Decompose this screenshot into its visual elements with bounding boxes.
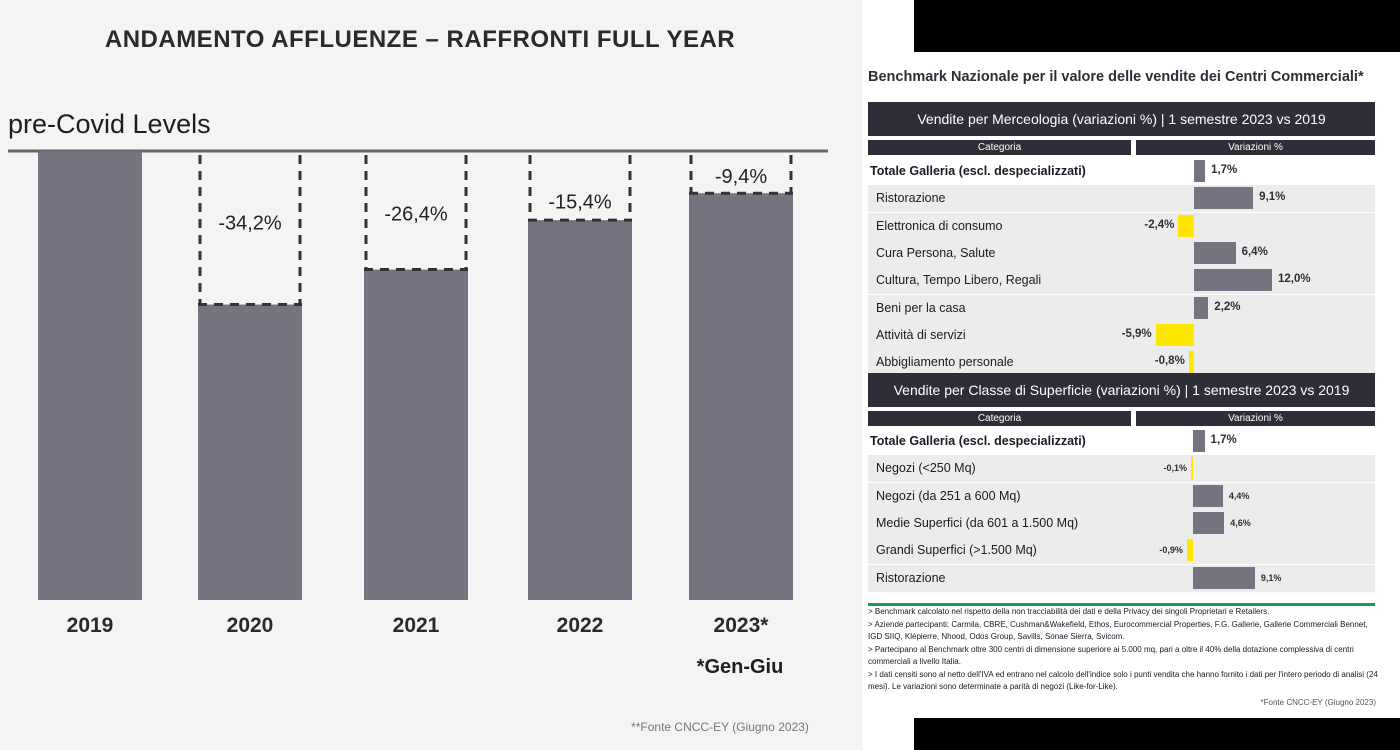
table-row xyxy=(868,267,1375,294)
table-row xyxy=(868,510,1375,537)
notes xyxy=(868,606,1378,694)
variation-value: 4,6% xyxy=(1230,517,1251,528)
variation-value: -0,1% xyxy=(1163,463,1187,474)
table-row xyxy=(868,322,1375,349)
row-label: Negozi (<250 Mq) xyxy=(876,461,976,476)
variation-value: 6,4% xyxy=(1241,245,1268,258)
table2-title: Vendite per Classe di Superficie (variazioni %) | 1 semestre 2023 vs 2019 xyxy=(868,373,1375,407)
left-source: **Fonte CNCC-EY (Giugno 2023) xyxy=(631,720,809,734)
variation-value: -0,9% xyxy=(1159,545,1183,556)
row-label: Abbigliamento personale xyxy=(876,355,1014,370)
variation-bar xyxy=(1194,160,1205,182)
variation-bar xyxy=(1194,297,1208,319)
table-row xyxy=(868,213,1375,240)
note-4: > I dati censiti sono al netto dell'IVA ed entrano nel calcolo dell'indice solo i punti vendita che hanno fornito i dati per l'intero periodo di analisi (24 mesi). Le variazioni sono determinate a parità di negozi (Like-for-Like). xyxy=(868,669,1378,691)
row-label: Elettronica di consumo xyxy=(876,218,1003,233)
bar-2021 xyxy=(364,270,468,600)
variation-value: -0,8% xyxy=(1154,355,1185,368)
right-source: *Fonte CNCC-EY (Giugno 2023) xyxy=(1260,698,1376,707)
variation-bar xyxy=(1156,324,1194,346)
table-row xyxy=(868,565,1375,592)
variation-value: 9,1% xyxy=(1259,191,1286,204)
variation-value: 1,7% xyxy=(1211,164,1238,176)
black-band-bottom xyxy=(914,718,1400,750)
data-label: -15,4% xyxy=(548,191,612,214)
table2-header-category: Categoria xyxy=(868,411,1131,426)
variation-value: -5,9% xyxy=(1121,327,1152,340)
x-tick-label: 2021 xyxy=(392,614,440,637)
table-row xyxy=(868,185,1375,212)
variation-bar xyxy=(1194,269,1272,291)
x-tick-label: 2020 xyxy=(226,614,274,637)
variation-bar xyxy=(1187,539,1193,561)
row-label: Medie Superfici (da 601 a 1.500 Mq) xyxy=(876,515,1079,530)
table1-header-variation: Variazioni % xyxy=(1136,140,1375,155)
variation-value: 1,7% xyxy=(1210,434,1237,446)
row-label: Cultura, Tempo Libero, Regali xyxy=(876,273,1042,288)
variation-bar xyxy=(1193,430,1205,452)
variation-bar xyxy=(1189,351,1194,373)
row-label: Beni per la casa xyxy=(876,300,966,315)
table-row xyxy=(868,537,1375,564)
row-label: Ristorazione xyxy=(876,191,946,206)
table-row xyxy=(868,158,1375,185)
row-label: Totale Galleria (escl. despecializzati) xyxy=(870,164,1086,178)
x-tick-label: 2019 xyxy=(66,614,114,637)
note-1: > Benchmark calcolato nel rispetto della non tracciabilità dei dati e della Privacy dei singoli Proprietari e Retailers. xyxy=(868,607,1270,616)
row-label: Totale Galleria (escl. despecializzati) xyxy=(870,434,1086,448)
data-label: -34,2% xyxy=(218,212,282,235)
benchmark-panel xyxy=(862,52,1400,718)
variation-bar xyxy=(1194,187,1253,209)
variation-bar xyxy=(1193,485,1223,507)
note-3: > Partecipano al Benchmark oltre 300 centri di dimensione superiore ai 5.000 mq, pari a oltre il 40% della dotazione complessiva di centri commerciali a livello Italia. xyxy=(868,644,1354,666)
chart-title: ANDAMENTO AFFLUENZE – RAFFRONTI FULL YEAR xyxy=(104,26,736,53)
benchmark-title: Benchmark Nazionale per il valore delle vendite dei Centri Commerciali* xyxy=(868,69,1364,85)
variation-bar xyxy=(1193,512,1224,534)
table1-title: Vendite per Merceologia (variazioni %) | 1 semestre 2023 vs 2019 xyxy=(868,102,1375,136)
data-label: -26,4% xyxy=(384,203,448,226)
row-label: Grandi Superfici (>1.500 Mq) xyxy=(876,543,1037,558)
variation-bar xyxy=(1194,242,1236,264)
note-2: > Aziende partecipanti: Carmila, CBRE, Cushman&Wakefield, Ethos, Eurocommercial Properties, F.G. Gallerie, Gallerie Commerciali Bennet, IGD SIIQ, Klépierre, Nhood, Odos Group, Savills, Sonae Sierra, Svicom. xyxy=(868,619,1368,641)
variation-bar xyxy=(1191,457,1193,479)
table-row xyxy=(868,428,1375,455)
variation-value: 4,4% xyxy=(1228,490,1250,501)
table1-header-category: Categoria xyxy=(868,140,1131,155)
table-row xyxy=(868,295,1375,322)
bar-2020 xyxy=(198,305,302,600)
data-label: -9,4% xyxy=(714,166,768,189)
bar-2022 xyxy=(528,220,632,600)
row-label: Attività di servizi xyxy=(876,327,966,342)
row-label: Cura Persona, Salute xyxy=(876,245,996,260)
table-row xyxy=(868,240,1375,267)
variation-bar xyxy=(1178,215,1194,237)
bar-2019 xyxy=(38,151,142,600)
x-tick-label: 2023* xyxy=(713,614,769,637)
table-row xyxy=(868,455,1375,482)
variation-value: -2,4% xyxy=(1144,218,1175,231)
black-band-top xyxy=(914,0,1400,52)
footnote-gen-giu: *Gen-Giu xyxy=(696,656,784,678)
table2-header-variation: Variazioni % xyxy=(1136,411,1375,426)
row-label: Negozi (da 251 a 600 Mq) xyxy=(876,488,1021,503)
variation-value: 9,1% xyxy=(1260,572,1282,583)
variation-bar xyxy=(1193,567,1255,589)
variation-value: 2,2% xyxy=(1214,300,1241,313)
x-tick-label: 2022 xyxy=(556,614,604,637)
row-label: Ristorazione xyxy=(876,570,946,585)
reference-label: pre-Covid Levels xyxy=(8,109,211,139)
table-row xyxy=(868,483,1375,510)
bar-2023 xyxy=(689,193,793,600)
variation-value: 12,0% xyxy=(1278,273,1311,286)
